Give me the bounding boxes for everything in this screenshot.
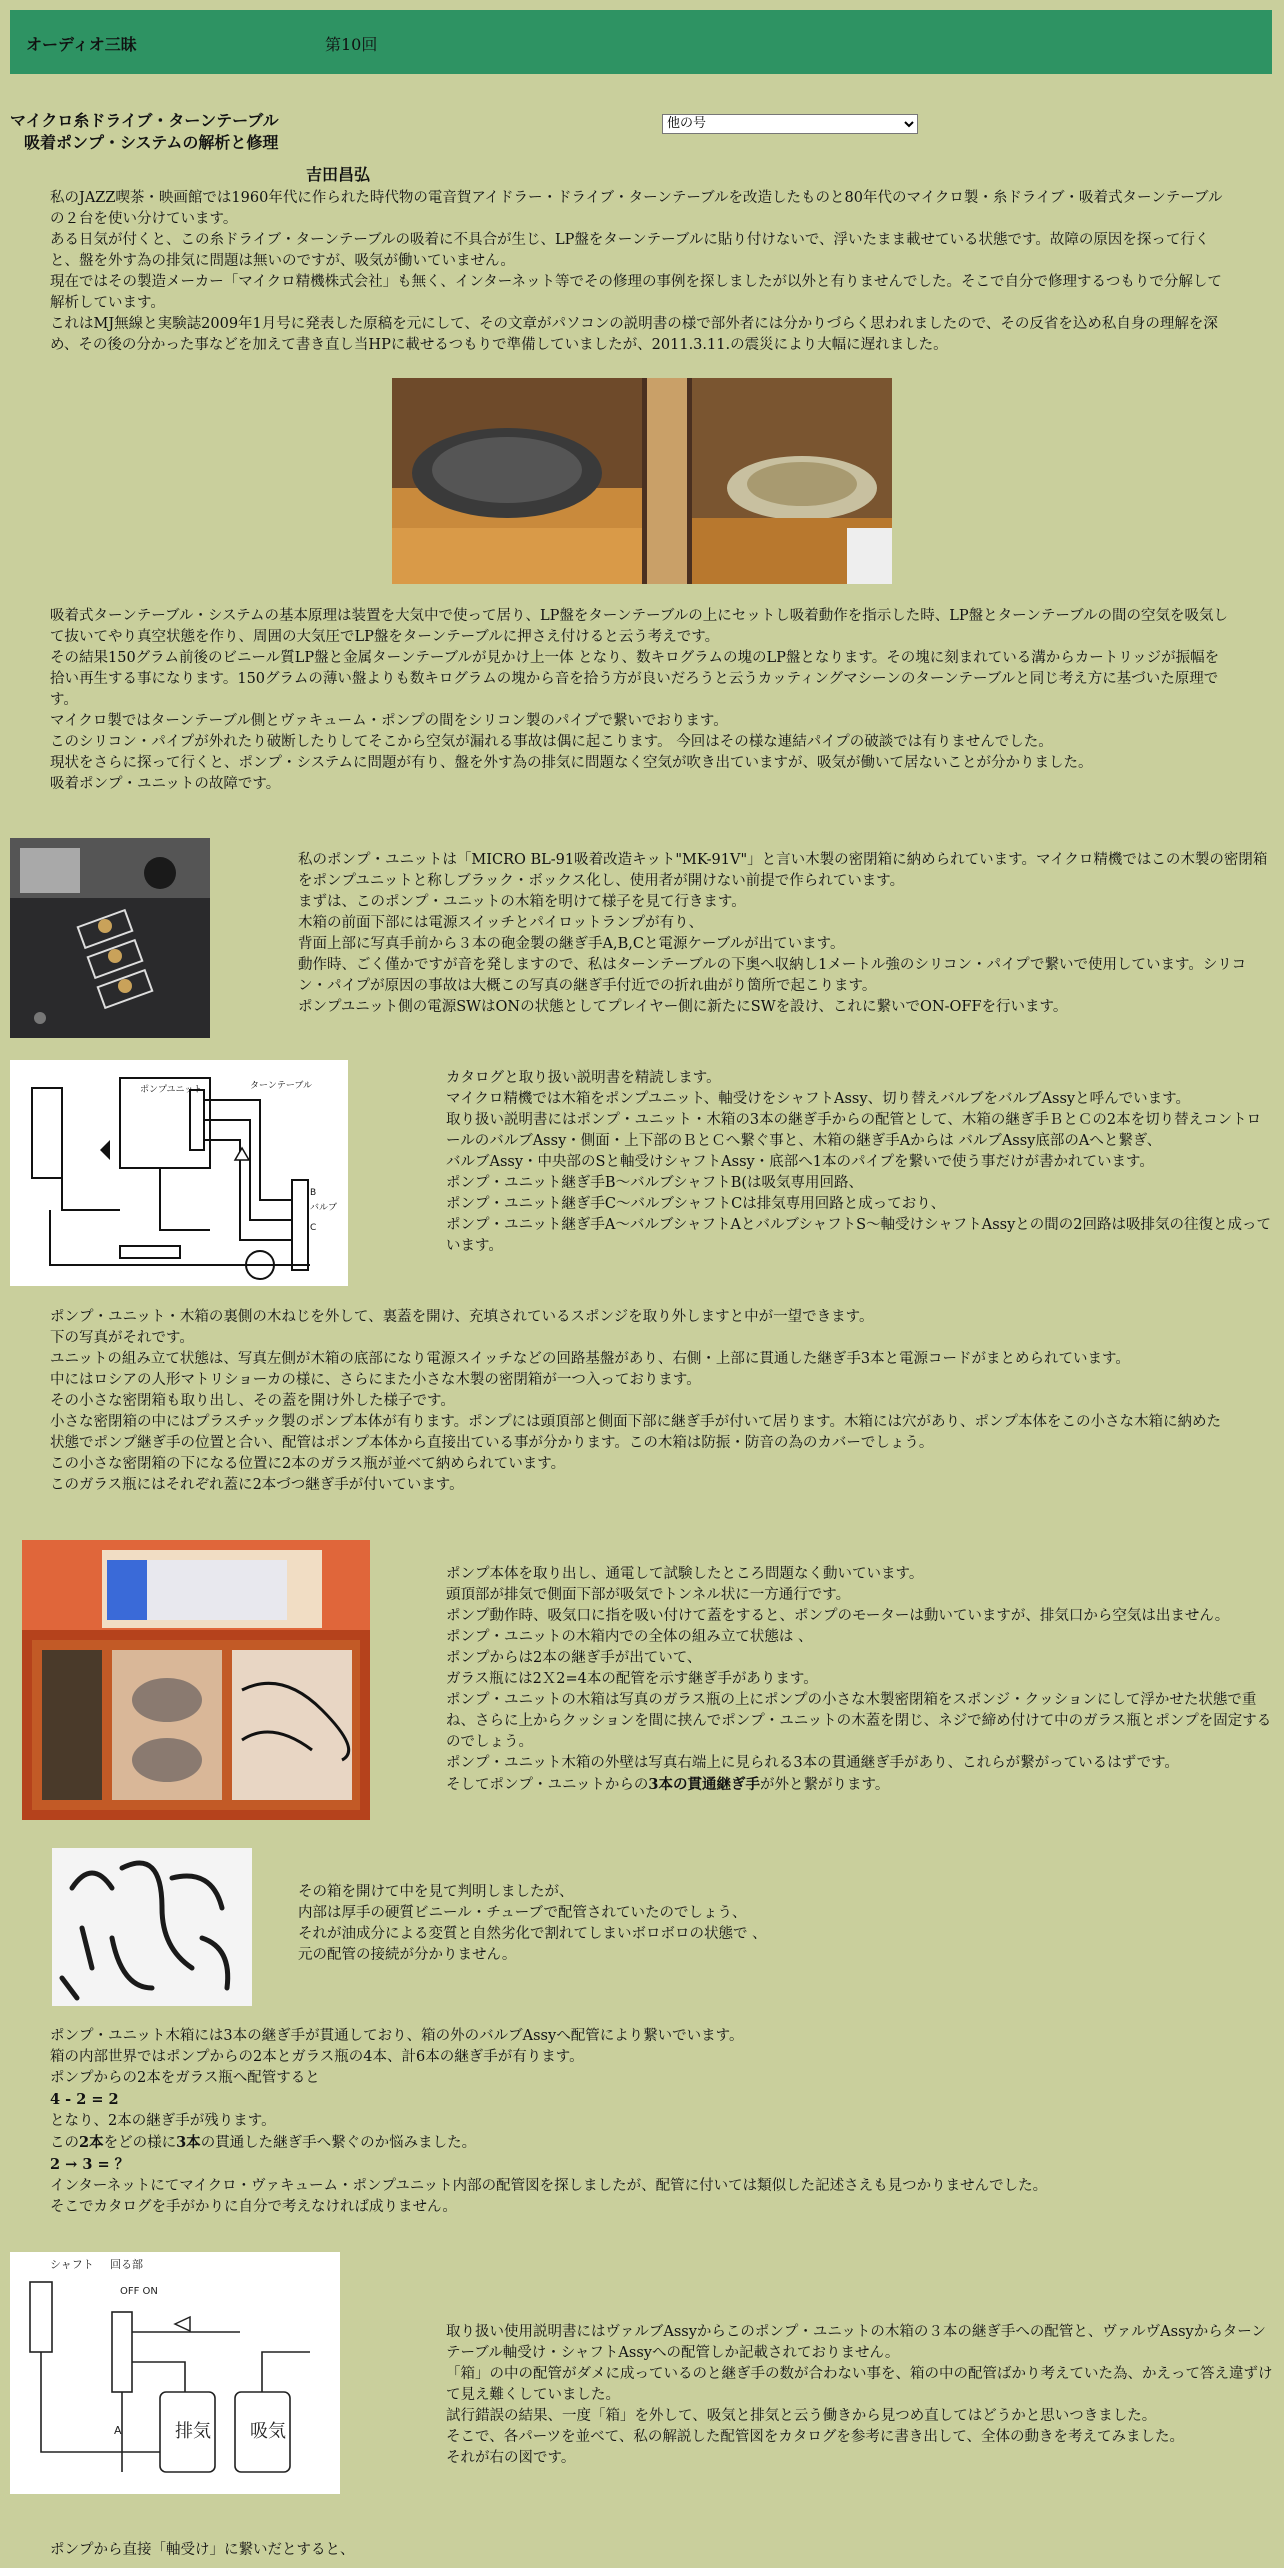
paragraph: ポンプ・ユニットの木箱内での全体の組み立て状態は 、 [446,1629,813,1645]
bold-text: 3本 [176,2134,201,2151]
paragraph: 吸着式ターンテーブル・システムの基本原理は装置を大気中で使って居り、LP盤をターンテーブルの上にセットし吸着動作を指示した時、LP盤とターンテーブルの間の空気を吸気して抜いてやり真空状態を作り、周囲の大気圧でLP盤をターンテーブルに押さえ付けると云う考えです。 [50,608,1229,645]
paragraph: ポンプ・ユニット木箱の外壁は写真右端上に見られる3本の貫通継ぎ手があり、これらが繋がっているはずです。 [446,1755,1179,1771]
paragraph: その箱を開けて中を見て判明しましたが、 [298,1884,574,1900]
diagram-label-rotation: 回る部 [110,2258,143,2271]
diagram-label-b: B [310,1188,317,1198]
diagram-label-turntable: ターンテーブル [250,1081,313,1091]
paragraph: ポンプユニット側の電源SWはONの状態としてプレイヤー側に新たにSWを設け、これに繋いでON-OFFを行います。 [298,999,1068,1015]
paragraph: ポンプ本体を取り出し、通電して試験したところ問題なく動いています。 [446,1566,924,1582]
diagram-section [446,2322,1274,2469]
paragraph: 木箱の前面下部には電源スイッチとパイロットランプが有り、 [298,915,704,931]
paragraph: ポンプ動作時、吸気口に指を吸い付けて蓋をすると、ポンプのモーターは動いていますが、排気口から空気は出ません。 [446,1608,1230,1624]
text-span: の貫通した継ぎ手へ繋ぐのか悩みました。 [200,2135,477,2151]
paragraph: 現在ではその製造メーカー「マイクロ精機株式会社」も無く、インターネット等でその修理の事例を探しましたが以外と有りませんでした。そこで自分で修理するつもりで分解して解析しています。 [50,274,1222,311]
paragraph: その小さな密閉箱も取り出し、その蓋を開け外した様子です。 [50,1393,455,1409]
bold-text: 2本 [79,2134,104,2151]
text-span: をどの様に [103,2135,177,2151]
paragraph: これはMJ無線と実験誌2009年1月号に発表した原稿を元にして、その文章がパソコンの説明書の様で部外者には分かりづらく思われましたので、その反省を込め私自身の理解を深め、その後の分かった事などを加えて書き直し当HPに載せるつもりで準備していましたが、2011.3.11.の震災により大幅に遅れました。 [50,316,1218,353]
paragraph: ポンプからは2本の継ぎ手が出ていて、 [446,1650,702,1666]
paragraph: 「箱」の中の配管がダメに成っているのと継ぎ手の数が合わない事を、箱の中の配管ばかり考えていた為、かえって答え違ずけて見え難くしていました。 [446,2366,1273,2403]
paragraph: 現状をさらに探って行くと、ポンプ・システムに問題が有り、盤を外す為の排気に問題なく空気が吹き出ていますが、吸気が働いて居ないことが分かりました。 [50,755,1093,771]
paragraph: ポンプ・ユニットの木箱は写真のガラス瓶の上にポンプの小さな木製密閉箱をスポンジ・クッションにして浮かせた状態で重ね、さらに上からクッションを間に挟んでポンプ・ユニットの木蓋を閉じ、ネジで締め付けて中のガラス瓶とポンプを固定するのでしょう。 [446,1692,1272,1750]
paragraph: この小さな密閉箱の下になる位置に2本のガラス瓶が並べて納められています。 [50,1456,566,1472]
text-span: そしてポンプ・ユニットからの [446,1777,649,1793]
text-span: この [50,2135,79,2151]
paragraph: ポンプからの2本をガラス瓶へ配管すると [50,2070,320,2086]
paragraph: となり、2本の継ぎ手が残ります。 [50,2113,276,2129]
paragraph: 元の配管の接続が分かりません。 [298,1947,517,1963]
paragraph: 背面上部に写真手前から３本の砲金製の継ぎ手A,B,Cと電源ケーブルが出ています。 [298,936,845,952]
paragraph: 小さな密閉箱の中にはプラスチック製のポンプ本体が有ります。ポンプには頭頂部と側面下部に継ぎ手が付いて居ります。木箱には穴があり、ポンプ本体をこの小さな木箱に納めた状態でポンプ継ぎ手の位置と合い、配管はポンプ本体から直接出ている事が分かります。この木箱は防振・防音の為のカバーでしょう。 [50,1414,1222,1451]
paragraph: 取り扱い説明書にはポンプ・ユニット・木箱の3本の継ぎ手からの配管として、木箱の継ぎ手ＢとＣの2本を切り替えコントロールのバルブAssy・側面・上下部のＢとＣへ繋ぐ事と、木箱の継ぎ手Aからは バルブAssy底部のAへと繋ぎ、 [446,1112,1262,1149]
paragraph: ポンプ・ユニット・木箱の裏側の木ねじを外して、裏蓋を開け、充填されているスポンジを取り外しますと中が一望できます。 [50,1309,874,1325]
equation-text: 2 → 3 = ？ [50,2156,130,2173]
principle-section [50,606,1230,795]
opened-pump-box-photo [22,1540,370,1820]
paragraph: 下の写真がそれです。 [50,1330,194,1346]
paragraph: 取り扱い使用説明書にはヴァルブAssyからこのポンプ・ユニットの木箱の３本の継ぎ手への配管と、ヴァルヴAssyからターンテーブル軸受け・シャフトAssyへの配管しか記載されておりません。 [446,2324,1266,2361]
equation-text: 4 - 2 = 2 [50,2091,119,2108]
paragraph: 頭頂部が排気で側面下部が吸気でトンネル状に一方通行です。 [446,1587,851,1603]
paragraph: ポンプ・ユニット継ぎ手A～バルブシャフトAとバルブシャフトS～軸受けシャフトAssyとの間の2回路は吸排気の往復と成っています。 [446,1217,1272,1254]
paragraph: 試行錯誤の結果、一度「箱」を外して、吸気と排気と云う働きから見つめ直してはどうかと思いつきました。 [446,2408,1157,2424]
paragraph: ガラス瓶には2Ｘ2=4本の配管を示す継ぎ手があります。 [446,1671,818,1687]
paragraph: 内部は厚手の硬質ビニール・チューブで配管されていたのでしょう、 [298,1905,747,1921]
site-title: オーディオ三昧 [26,35,137,54]
diagram-label-a: A [114,2424,122,2437]
issue-select-wrap [662,112,918,134]
paragraph: まずは、このポンプ・ユニットの木箱を明けて様子を見て行きます。 [298,894,746,910]
pump-unit-section [298,850,1273,1018]
paragraph: このガラス瓶にはそれぞれ蓋に2本づつ継ぎ手が付いています。 [50,1477,464,1493]
diagram-label-pump-unit: ポンプユニット [140,1085,203,1095]
diagram-label-exhaust: 排気 [175,2421,211,2442]
text-span: が外と繋がります。 [760,1777,890,1793]
site-header [10,10,1272,74]
paragraph: 私のポンプ・ユニットは「MICRO BL-91吸着改造キット"MK-91V"」と言い木製の密閉箱に納められています。マイクロ精機ではこの木製の密閉箱をポンプユニットと称しブラック・ボックス化し、使用者が開けない前提で作られています。 [298,852,1268,889]
paragraph: 中にはロシアの人形マトリショーカの様に、さらにまた小さな木製の密閉箱が一つ入っております。 [50,1372,701,1388]
diagram-label-c: C [310,1223,317,1233]
broken-tubes-photo [52,1848,252,2006]
diagram-label-off-on: OFF ON [120,2286,158,2297]
paragraph: ユニットの組み立て状態は、写真左側が木箱の底部になり電源スイッチなどの回路基盤があり、右側・上部に貫通した継ぎ手3本と電源コードがまとめられています。 [50,1351,1130,1367]
paragraph: バルブAssy・中央部のSと軸受けシャフトAssy・底部へ1本のパイプを繋いで使う事だけが書かれています。 [446,1154,1154,1170]
paragraph [446,1774,1274,1796]
paragraph: カタログと取り扱い説明書を精読します。 [446,1070,721,1086]
issue-select[interactable] [662,114,918,134]
paragraph: マイクロ精機では木箱をポンプユニット、軸受けをシャフトAssy、切り替えバルブをバルブAssyと呼んでいます。 [446,1091,1190,1107]
pump-unit-connectors-photo [10,838,210,1038]
equation [50,2154,1230,2176]
paragraph [50,2132,1230,2154]
diagram-label-valve: バルブ [310,1203,338,1213]
paragraph: それが右の図です。 [446,2450,576,2466]
catalog-piping-diagram [10,1060,348,1286]
paragraph: ポンプ・ユニット継ぎ手C～バルブシャフトCは排気専用回路と成っており、 [446,1196,946,1212]
equation [50,2089,1230,2111]
paragraph: このシリコン・パイプが外れたり破断したりしてそこから空気が漏れる事故は偶に起こります。 今回はその様な連結パイプの破談では有りませんでした。 [50,734,1053,750]
turntables-photo [392,378,892,584]
diagram-label-shaft: シャフト [50,2258,94,2271]
paragraph: その結果150グラム前後のビニール質LP盤と金属ターンテーブルが見かけ上一体 となり、数キログラムの塊のLP盤となります。その塊に刻まれている溝からカートリッジが振幅を拾い再生する事になります。150グラムの薄い盤よりも数キログラムの塊から音を拾う方が良いだろうと云うカッティングマシーンのターンテーブルと同じ考え方に基づいた原理です。 [50,650,1220,708]
paragraph: 吸着ポンプ・ユニットの故障です。 [50,776,281,792]
paragraph: ある日気が付くと、この糸ドライブ・ターンテーブルの吸着に不具合が生じ、LP盤をターンテーブルに貼り付けないで、浮いたまま載せている状態です。故障の原因を探って行くと、盤を外す為の排気に問題は無いのですが、吸気が働いていません。 [50,232,1210,269]
author-name: 吉田昌弘 [306,165,371,184]
tubes-section [298,1882,998,1966]
paragraph: そこでカタログを手がかりに自分で考えなければ成りません。 [50,2199,457,2215]
article-title-line2: 吸着ポンプ・システムの解析と修理 [24,133,279,152]
handdrawn-piping-diagram [10,2252,340,2494]
paragraph: 動作時、ごく僅かですが音を発しますので、私はターンテーブルの下奥へ収納し1メートル強のシリコン・パイプで繋いで使用しています。シリコン・パイプが原因の事故は大概この写真の継ぎ手付近での折れ曲がり箇所で起こります。 [298,957,1247,994]
paragraph: それが油成分による変質と自然劣化で割れてしまいボロボロの状態で 、 [298,1926,767,1942]
paragraph: ポンプ・ユニット木箱には3本の継ぎ手が貫通しており、箱の外のバルブAssyへ配管により繋いでいます。 [50,2028,744,2044]
article-title [10,110,279,154]
footer-paragraph [50,2540,1230,2561]
paragraph: 私のJAZZ喫茶・映画館では1960年代に作られた時代物の電音賀アイドラー・ドライブ・ターンテーブルを改造したものと80年代のマイクロ製・糸ドライブ・吸着式ターンテーブルの２台を使い分けています。 [50,190,1223,227]
paragraph: インターネットにてマイクロ・ヴァキューム・ポンプユニット内部の配管図を探しましたが、配管に付いては類似した記述さえも見つかりませんでした。 [50,2178,1048,2194]
article-title-line1: マイクロ糸ドライブ・ターンテーブル [10,111,279,130]
pump-test-section [446,1564,1274,1796]
paragraph: 箱の内部世界ではポンプからの2本とガラス瓶の4本、計6本の継ぎ手が有ります。 [50,2049,584,2065]
issue-number: 第10回 [325,35,378,54]
catalog-section [446,1068,1274,1257]
paragraph: マイクロ製ではターンテーブル側とヴァキューム・ポンプの間をシリコン製のパイプで繋いでおります。 [50,713,728,729]
inside-section [50,1307,1230,1496]
count-section [50,2026,1230,2218]
bold-text: 3本の貫通継ぎ手 [648,1776,761,1793]
paragraph: ポンプから直接「軸受け」に繋いだとすると、 [50,2542,355,2558]
paragraph: そこで、各パーツを並べて、私の解説した配管図をカタログを参考に書き出して、全体の動きを考えてみました。 [446,2429,1185,2445]
paragraph: ポンプ・ユニット継ぎ手B～バルブシャフトB(は吸気専用回路、 [446,1175,864,1191]
diagram-label-intake: 吸気 [250,2421,286,2442]
intro-section [50,188,1230,356]
